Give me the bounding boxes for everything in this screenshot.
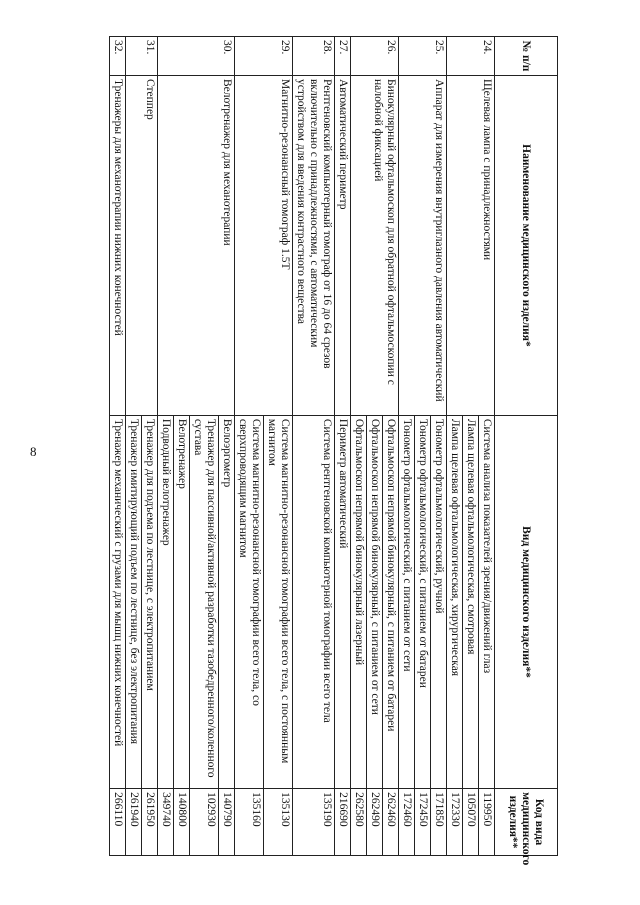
device-kind: Тренажер для подъема по лестнице, с электропитанием — [142, 415, 158, 788]
table-row — [431, 37, 447, 856]
device-name: Тренажеры для механотерапии нижних конечностей — [110, 76, 126, 416]
row-number: 29. — [235, 37, 293, 76]
device-kind-code: 135160 — [235, 789, 264, 856]
device-kind: Тонометр офтальмологический, ручной — [431, 415, 447, 788]
device-kind-code: 119950 — [479, 789, 495, 856]
device-kind-code: 172450 — [415, 789, 431, 856]
header-name: Наименование медицинского изделия* — [495, 76, 558, 416]
device-name: Щелевая лампа с принадлежностями — [447, 76, 495, 416]
device-kind: Система анализа показателей зрения/движений глаз — [479, 415, 495, 788]
device-kind-code: 102930 — [190, 789, 219, 856]
table-row — [142, 37, 158, 856]
header-code: Код вида медицинского изделия** — [495, 789, 558, 856]
device-kind: Тонометр офтальмологический, с питанием от батареи — [415, 415, 431, 788]
device-kind: Периметр автоматический — [335, 415, 351, 788]
table-row — [110, 37, 126, 856]
row-number: 32. — [110, 37, 126, 76]
medical-devices-table — [109, 36, 558, 866]
device-name: Магнитно-резонансный томограф 1.5Т — [235, 76, 293, 416]
device-name: Велотренажер для механотерапии — [158, 76, 235, 416]
device-kind: Лампа щелевая офтальмологическая, хирургическая — [447, 415, 463, 788]
device-kind: Тренажер для пассивной/активной разработки тазобедренного/коленного сустава — [190, 415, 219, 788]
table-body — [110, 37, 495, 856]
row-number: 25. — [399, 37, 447, 76]
device-kind-code: 262460 — [383, 789, 399, 856]
row-number: 28. — [293, 37, 335, 76]
device-kind: Офтальмоскоп непрямой бинокулярный лазерный — [351, 415, 367, 788]
table-row — [293, 37, 335, 856]
device-kind-code: 172330 — [447, 789, 463, 856]
device-kind: Система магнитно-резонансной томографии всего тела, со сверхпроводящим магнитом — [235, 415, 264, 788]
device-kind: Тонометр офтальмологический, с питанием от сети — [399, 415, 415, 788]
device-kind: Лампа щелевая офтальмологическая, смотровая — [463, 415, 479, 788]
row-number: 27. — [335, 37, 351, 76]
header-kind: Вид медицинского изделия** — [495, 415, 558, 788]
table-row — [479, 37, 495, 856]
header-num: № п/п — [495, 37, 558, 76]
device-kind-code: 172460 — [399, 789, 415, 856]
device-kind: Велотренажер — [174, 415, 190, 788]
device-name: Бинокулярный офтальмоскоп для обратной офтальмоскопии с налобной фиксацией — [351, 76, 399, 416]
device-name: Автоматический периметр — [335, 76, 351, 416]
device-kind: Офтальмоскоп непрямой бинокулярный, с питанием от сети — [367, 415, 383, 788]
device-kind-code: 216690 — [335, 789, 351, 856]
device-kind: Тренажер имитирующий подъем по лестнице, без электропитания — [126, 415, 142, 788]
table-row — [335, 37, 351, 856]
device-name: Степпер — [126, 76, 158, 416]
device-kind-code: 266110 — [110, 789, 126, 856]
device-kind-code: 261940 — [126, 789, 142, 856]
rotated-table-container — [108, 36, 558, 866]
device-kind: Офтальмоскоп непрямой бинокулярный, с питанием от батареи — [383, 415, 399, 788]
device-name: Рентгеновский компьютерный томограф от 16 до 64 срезов включительно с принадлежностями, с автоматическим устройством для введения контрастного вещества — [293, 76, 335, 416]
device-kind: Система магнитно-резонансной томографии всего тела, с постоянным магнитом — [264, 415, 293, 788]
device-kind-code: 262490 — [367, 789, 383, 856]
table-row — [264, 37, 293, 856]
device-kind: Тренажер механический с грузами для мышц нижних конечностей — [110, 415, 126, 788]
device-kind-code: 140790 — [219, 789, 235, 856]
row-number: 30. — [158, 37, 235, 76]
row-number: 26. — [351, 37, 399, 76]
table-row — [219, 37, 235, 856]
device-kind-code: 135190 — [293, 789, 335, 856]
table-header-row — [495, 37, 558, 856]
device-kind-code: 349740 — [158, 789, 174, 856]
device-kind: Система рентгеновской компьютерной томографии всего тела — [293, 415, 335, 788]
row-number: 31. — [126, 37, 158, 76]
table-row — [383, 37, 399, 856]
device-kind-code: 140800 — [174, 789, 190, 856]
device-kind-code: 262580 — [351, 789, 367, 856]
device-name: Аппарат для измерения внутриглазного давления автоматический — [399, 76, 447, 416]
device-kind-code: 261950 — [142, 789, 158, 856]
device-kind: Подводный велотренажер — [158, 415, 174, 788]
row-number: 24. — [447, 37, 495, 76]
device-kind-code: 105070 — [463, 789, 479, 856]
device-kind: Велоэргометр — [219, 415, 235, 788]
page-number: 8 — [30, 444, 37, 459]
device-kind-code: 171850 — [431, 789, 447, 856]
device-kind-code: 135130 — [264, 789, 293, 856]
